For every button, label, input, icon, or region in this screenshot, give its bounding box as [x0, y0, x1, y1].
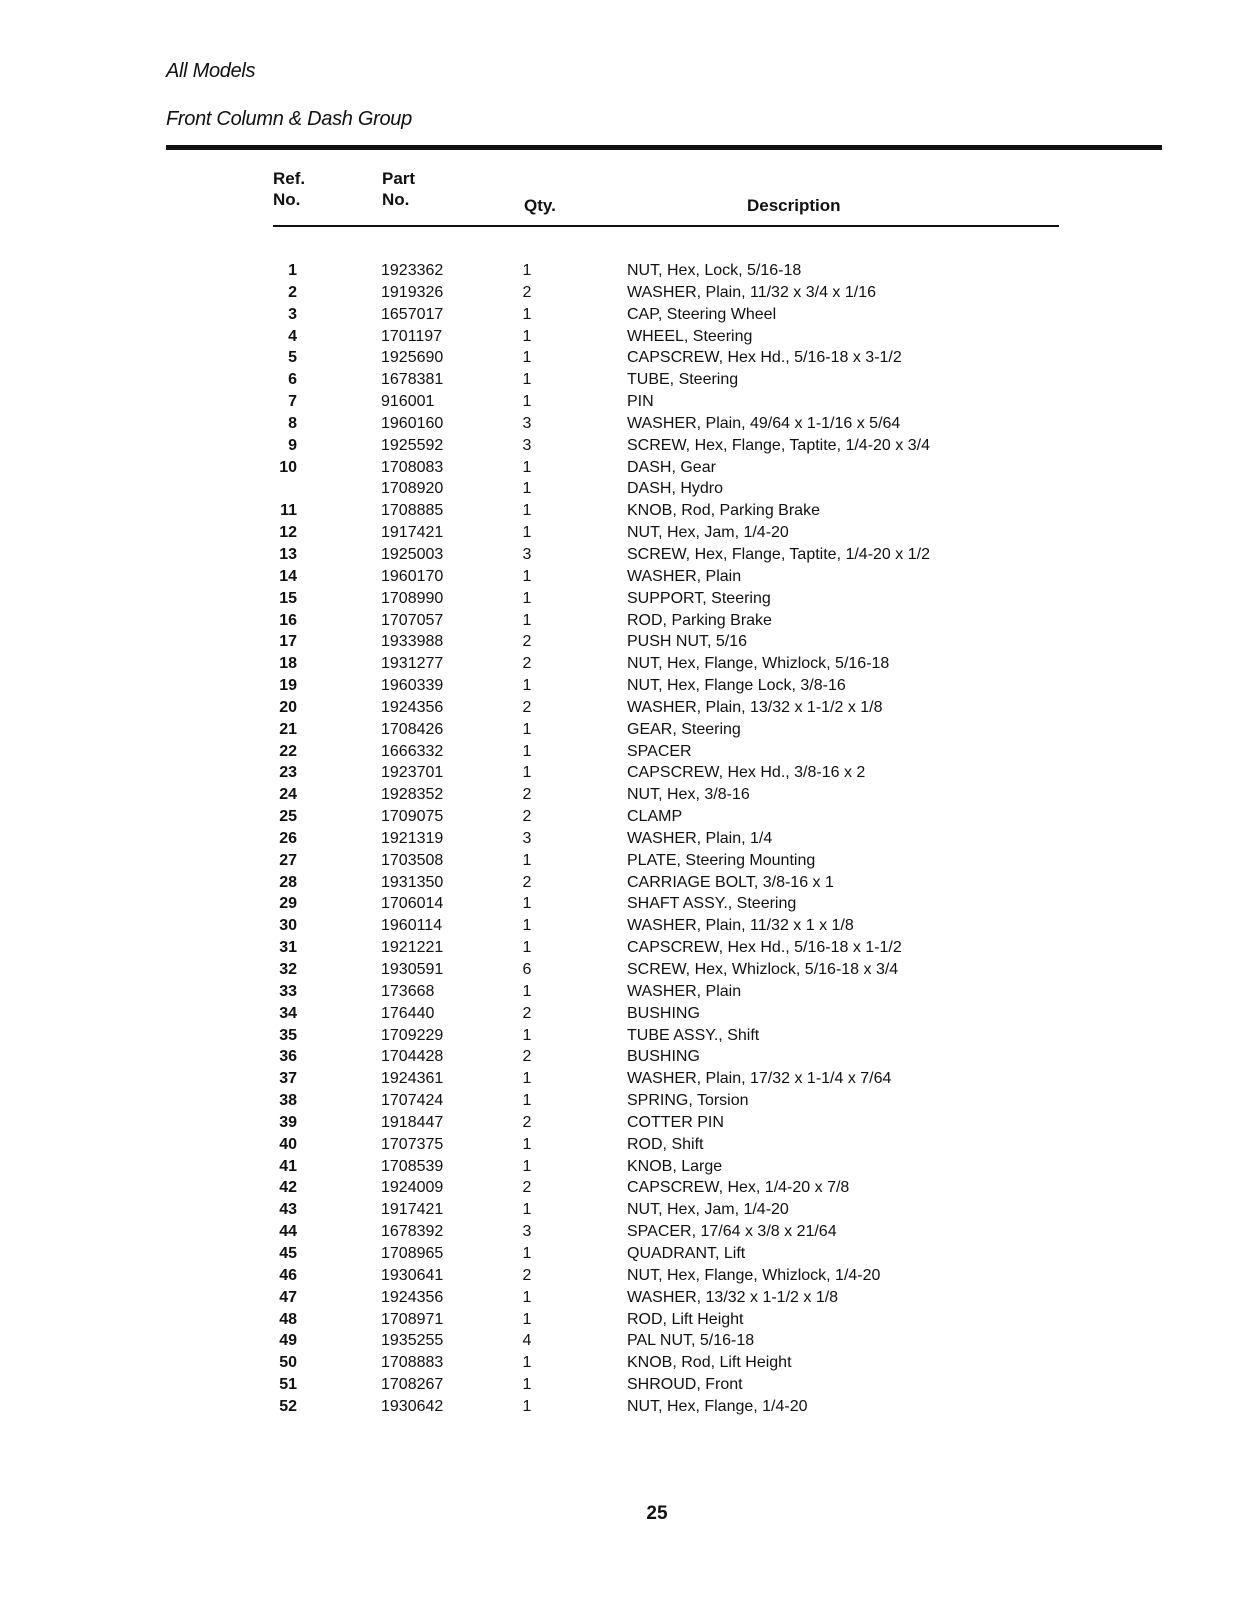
- part-no-cell: 1928352: [381, 786, 444, 804]
- description-cell: PLATE, Steering Mounting: [627, 851, 816, 869]
- description-cell: WASHER, Plain, 1/4: [627, 829, 773, 847]
- qty-cell: 1: [522, 589, 532, 607]
- part-no-cell: 1924009: [381, 1179, 444, 1197]
- qty-cell: 1: [522, 1288, 532, 1306]
- qty-cell: 1: [522, 262, 532, 279]
- ref-cell: 29: [279, 895, 297, 913]
- part-no-cell: 1930591: [381, 961, 444, 978]
- part-no-cell: 1707057: [381, 611, 444, 629]
- part-no-cell: 1678381: [381, 371, 444, 389]
- part-no-cell: 1924356: [381, 1288, 444, 1306]
- qty-cell: 1: [522, 720, 532, 738]
- qty-cell: 1: [522, 349, 532, 367]
- part-no-cell: 1917421: [381, 524, 444, 542]
- table-row: [273, 391, 1059, 413]
- qty-header: Qty.: [524, 196, 556, 215]
- ref-cell: 15: [279, 589, 297, 607]
- description-cell: WASHER, Plain: [627, 567, 742, 585]
- part-no-cell: 1708990: [381, 589, 444, 607]
- qty-cell: 3: [522, 545, 532, 563]
- qty-cell: 6: [522, 961, 532, 978]
- table-row: [273, 1330, 1059, 1352]
- ref-cell: 27: [279, 851, 297, 869]
- description-cell: SUPPORT, Steering: [627, 589, 771, 607]
- ref-cell: 9: [288, 436, 297, 454]
- part-no-cell: 1678392: [381, 1223, 444, 1241]
- qty-cell: 1: [522, 1376, 532, 1394]
- qty-cell: 1: [522, 917, 532, 935]
- part-no-cell: 1708883: [381, 1354, 444, 1372]
- description-cell: KNOB, Rod, Parking Brake: [627, 502, 820, 520]
- table-row: [273, 522, 1059, 544]
- description-cell: SHROUD, Front: [627, 1376, 743, 1394]
- ref-cell: 2: [288, 283, 297, 301]
- qty-cell: 1: [522, 1157, 532, 1175]
- description-cell: WASHER, 13/32 x 1-1/2 x 1/8: [627, 1288, 839, 1306]
- description-cell: WHEEL, Steering: [627, 327, 753, 345]
- qty-cell: 2: [522, 873, 532, 891]
- qty-cell: 1: [522, 458, 532, 476]
- part-no-cell: 1917421: [381, 1201, 444, 1219]
- part-no-cell: 1930641: [381, 1266, 444, 1284]
- table-header: [273, 168, 1059, 222]
- group-title: Front Column & Dash Group: [166, 108, 412, 130]
- part-no-cell: 1931350: [381, 873, 444, 891]
- qty-cell: 1: [522, 611, 532, 629]
- table-row: [273, 697, 1059, 719]
- qty-cell: 2: [522, 1048, 532, 1066]
- description-cell: CARRIAGE BOLT, 3/8-16 x 1: [627, 873, 834, 891]
- ref-cell: 40: [279, 1135, 297, 1153]
- part-no-cell: 1708965: [381, 1244, 444, 1262]
- ref-cell: 14: [279, 567, 297, 585]
- ref-cell: 28: [279, 873, 297, 891]
- description-cell: TUBE, Steering: [627, 371, 739, 389]
- table-row: [273, 326, 1059, 348]
- description-cell: CAPSCREW, Hex Hd., 3/8-16 x 2: [627, 764, 866, 782]
- table-row: [273, 1265, 1059, 1287]
- qty-cell: 1: [522, 567, 532, 585]
- description-header: Description: [747, 196, 841, 215]
- table-row: [273, 1003, 1059, 1025]
- qty-cell: 4: [522, 1332, 532, 1350]
- ref-cell: 5: [288, 349, 297, 367]
- ref-header-line2: No.: [273, 190, 301, 209]
- table-row: [273, 653, 1059, 675]
- table-row: [273, 1374, 1059, 1396]
- table-row: [273, 544, 1059, 566]
- part-no-cell: 1925003: [381, 545, 444, 563]
- description-cell: WASHER, Plain, 11/32 x 3/4 x 1/16: [627, 283, 877, 301]
- part-no-cell: 1708083: [381, 458, 444, 476]
- table-row: [273, 1396, 1059, 1418]
- qty-cell: 1: [522, 1397, 532, 1415]
- description-cell: CAPSCREW, Hex, 1/4-20 x 7/8: [627, 1179, 850, 1197]
- part-no-cell: 1960339: [381, 677, 444, 695]
- ref-cell: 26: [279, 829, 297, 847]
- description-cell: SPACER: [627, 742, 692, 760]
- ref-cell: 46: [279, 1266, 297, 1284]
- table-row: [273, 981, 1059, 1003]
- description-cell: GEAR, Steering: [627, 720, 741, 738]
- ref-cell: 50: [279, 1354, 297, 1372]
- table-row: [273, 1090, 1059, 1112]
- qty-cell: 1: [522, 1135, 532, 1153]
- description-cell: NUT, Hex, Flange, Whizlock, 5/16-18: [627, 655, 890, 673]
- table-row: [273, 457, 1059, 479]
- description-cell: KNOB, Rod, Lift Height: [627, 1354, 792, 1372]
- qty-cell: 1: [522, 371, 532, 389]
- qty-cell: 3: [522, 414, 532, 432]
- part-no-cell: 1706014: [381, 895, 444, 913]
- table-row: [273, 1352, 1059, 1374]
- part-no-cell: 1708971: [381, 1310, 444, 1328]
- qty-cell: 1: [522, 502, 532, 520]
- qty-cell: 2: [522, 786, 532, 804]
- description-cell: QUADRANT, Lift: [627, 1244, 746, 1262]
- ref-cell: 42: [279, 1179, 297, 1197]
- ref-cell: 13: [279, 545, 297, 563]
- qty-cell: 1: [522, 764, 532, 782]
- description-cell: WASHER, Plain: [627, 982, 742, 1000]
- qty-cell: 1: [522, 982, 532, 1000]
- qty-cell: 1: [522, 677, 532, 695]
- ref-cell: 45: [279, 1244, 297, 1262]
- part-no-header: [382, 168, 415, 210]
- description-cell: COTTER PIN: [627, 1113, 724, 1131]
- part-no-cell: 1923362: [381, 262, 444, 279]
- ref-cell: 23: [279, 764, 297, 782]
- ref-cell: 35: [279, 1026, 297, 1044]
- description-cell: ROD, Parking Brake: [627, 611, 772, 629]
- table-row: [273, 478, 1059, 500]
- table-row: [273, 872, 1059, 894]
- part-no-cell: 1923701: [381, 764, 444, 782]
- ref-cell: 17: [279, 633, 297, 651]
- description-cell: NUT, Hex, Flange, Whizlock, 1/4-20: [627, 1266, 881, 1284]
- table-row: [273, 1025, 1059, 1047]
- ref-no-header: [273, 168, 305, 210]
- qty-cell: 1: [522, 1244, 532, 1262]
- table-row: [273, 806, 1059, 828]
- table-row: [273, 610, 1059, 632]
- part-no-cell: 1707424: [381, 1092, 444, 1110]
- qty-cell: 1: [522, 393, 532, 411]
- part-no-cell: 176440: [381, 1004, 435, 1022]
- table-row: [273, 347, 1059, 369]
- description-cell: DASH, Hydro: [627, 480, 724, 498]
- qty-cell: 2: [522, 1266, 532, 1284]
- part-no-cell: 1960160: [381, 414, 444, 432]
- qty-cell: 1: [522, 1070, 532, 1088]
- part-no-cell: 1960170: [381, 567, 444, 585]
- ref-header-line1: Ref.: [273, 169, 306, 188]
- description-cell: NUT, Hex, 3/8-16: [627, 786, 750, 804]
- qty-cell: 2: [522, 283, 532, 301]
- part-no-cell: 173668: [381, 982, 435, 1000]
- part-no-cell: 1708267: [381, 1376, 444, 1394]
- qty-cell: 1: [522, 480, 532, 498]
- description-cell: PAL NUT, 5/16-18: [627, 1332, 755, 1350]
- table-row: [273, 1243, 1059, 1265]
- part-no-cell: 1707375: [381, 1135, 444, 1153]
- part-header-line1: Part: [382, 169, 416, 188]
- description-cell: BUSHING: [627, 1004, 700, 1022]
- header-rule: [166, 145, 1162, 150]
- table-row: [273, 719, 1059, 741]
- description-cell: SHAFT ASSY., Steering: [627, 895, 797, 913]
- table-row: [273, 1156, 1059, 1178]
- ref-cell: 8: [288, 414, 297, 432]
- table-row: [273, 1221, 1059, 1243]
- qty-cell: 1: [522, 1354, 532, 1372]
- table-row: [273, 1068, 1059, 1090]
- part-no-cell: 1921319: [381, 829, 444, 847]
- description-cell: CAPSCREW, Hex Hd., 5/16-18 x 3-1/2: [627, 349, 902, 367]
- table-row: [273, 1287, 1059, 1309]
- qty-cell: 2: [522, 698, 532, 716]
- table-row: [273, 937, 1059, 959]
- table-row: [273, 631, 1059, 653]
- table-row: [273, 762, 1059, 784]
- qty-cell: 2: [522, 1113, 532, 1131]
- part-no-cell: 1703508: [381, 851, 444, 869]
- description-cell: SPACER, 17/64 x 3/8 x 21/64: [627, 1223, 837, 1241]
- description-cell: ROD, Lift Height: [627, 1310, 744, 1328]
- table-header-rule: [273, 225, 1059, 227]
- description-cell: CAPSCREW, Hex Hd., 5/16-18 x 1-1/2: [627, 939, 902, 957]
- description-cell: NUT, Hex, Lock, 5/16-18: [627, 262, 802, 279]
- ref-cell: 25: [279, 808, 297, 826]
- qty-cell: 1: [522, 851, 532, 869]
- part-no-cell: 1925690: [381, 349, 444, 367]
- table-row: [273, 369, 1059, 391]
- qty-cell: 3: [522, 436, 532, 454]
- table-row: [273, 1177, 1059, 1199]
- ref-cell: 3: [288, 305, 297, 323]
- ref-cell: 41: [279, 1157, 297, 1175]
- qty-cell: 1: [522, 742, 532, 760]
- table-row: [273, 1134, 1059, 1156]
- part-no-cell: 1657017: [381, 305, 444, 323]
- ref-cell: 38: [279, 1092, 297, 1110]
- part-no-cell: 1925592: [381, 436, 444, 454]
- description-cell: NUT, Hex, Jam, 1/4-20: [627, 1201, 789, 1219]
- table-row: [273, 588, 1059, 610]
- description-cell: CAP, Steering Wheel: [627, 305, 777, 323]
- table-body: [273, 260, 1059, 1418]
- ref-cell: 18: [279, 655, 297, 673]
- part-no-cell: 1931277: [381, 655, 444, 673]
- table-row: [273, 1199, 1059, 1221]
- ref-cell: 44: [279, 1223, 297, 1241]
- qty-cell: 1: [522, 1310, 532, 1328]
- part-no-cell: 1704428: [381, 1048, 444, 1066]
- part-header-line2: No.: [382, 190, 410, 209]
- part-no-cell: 1708539: [381, 1157, 444, 1175]
- ref-cell: 22: [279, 742, 297, 760]
- description-cell: SCREW, Hex, Whizlock, 5/16-18 x 3/4: [627, 961, 899, 978]
- parts-table: [273, 168, 1059, 1415]
- description-cell: ROD, Shift: [627, 1135, 704, 1153]
- part-no-cell: 1918447: [381, 1113, 444, 1131]
- table-row: [273, 435, 1059, 457]
- table-row: [273, 741, 1059, 763]
- description-cell: CLAMP: [627, 808, 683, 826]
- description-cell: NUT, Hex, Flange Lock, 3/8-16: [627, 677, 846, 695]
- table-row: [273, 959, 1059, 981]
- qty-cell: 1: [522, 305, 532, 323]
- ref-cell: 36: [279, 1048, 297, 1066]
- part-no-cell: 1921221: [381, 939, 444, 957]
- table-row: [273, 1046, 1059, 1068]
- table-row: [273, 566, 1059, 588]
- qty-cell: 1: [522, 1026, 532, 1044]
- part-no-cell: 1924361: [381, 1070, 444, 1088]
- part-no-cell: 1708885: [381, 502, 444, 520]
- table-row: [273, 675, 1059, 697]
- qty-cell: 1: [522, 895, 532, 913]
- ref-cell: 43: [279, 1201, 297, 1219]
- part-no-cell: 1709229: [381, 1026, 444, 1044]
- description-cell: SCREW, Hex, Flange, Taptite, 1/4-20 x 3/4: [627, 436, 930, 454]
- qty-cell: 1: [522, 1092, 532, 1110]
- description-cell: SCREW, Hex, Flange, Taptite, 1/4-20 x 1/2: [627, 545, 930, 563]
- qty-cell: 3: [522, 1223, 532, 1241]
- part-no-cell: 1933988: [381, 633, 444, 651]
- ref-cell: 7: [288, 393, 297, 411]
- ref-cell: 19: [279, 677, 297, 695]
- qty-cell: 2: [522, 633, 532, 651]
- description-cell: WASHER, Plain, 49/64 x 1-1/16 x 5/64: [627, 414, 901, 432]
- ref-cell: 1: [288, 262, 297, 279]
- description-cell: NUT, Hex, Jam, 1/4-20: [627, 524, 789, 542]
- table-row: [273, 413, 1059, 435]
- part-no-cell: 1930642: [381, 1397, 444, 1415]
- part-no-cell: 1708920: [381, 480, 444, 498]
- ref-cell: 4: [288, 327, 297, 345]
- table-row: [273, 850, 1059, 872]
- ref-cell: 30: [279, 917, 297, 935]
- ref-cell: 49: [279, 1332, 297, 1350]
- ref-cell: 10: [279, 458, 297, 476]
- ref-cell: 21: [279, 720, 297, 738]
- ref-cell: 51: [279, 1376, 297, 1394]
- qty-cell: 2: [522, 1179, 532, 1197]
- ref-cell: 12: [279, 524, 297, 542]
- description-cell: WASHER, Plain, 11/32 x 1 x 1/8: [627, 917, 854, 935]
- table-row: [273, 304, 1059, 326]
- description-cell: DASH, Gear: [627, 458, 716, 476]
- ref-cell: 20: [279, 698, 297, 716]
- description-cell: BUSHING: [627, 1048, 700, 1066]
- qty-cell: 1: [522, 939, 532, 957]
- ref-cell: 34: [279, 1004, 297, 1022]
- ref-cell: 47: [279, 1288, 297, 1306]
- description-cell: PUSH NUT, 5/16: [627, 633, 748, 651]
- table-row: [273, 500, 1059, 522]
- part-no-cell: 1701197: [381, 327, 443, 345]
- part-no-cell: 1960114: [381, 917, 443, 935]
- page-number: 25: [646, 1503, 668, 1524]
- part-no-cell: 1708426: [381, 720, 444, 738]
- part-no-cell: 1935255: [381, 1332, 444, 1350]
- ref-cell: 11: [280, 502, 297, 520]
- description-cell: KNOB, Large: [627, 1157, 723, 1175]
- description-cell: WASHER, Plain, 13/32 x 1-1/2 x 1/8: [627, 698, 883, 716]
- description-cell: SPRING, Torsion: [627, 1092, 749, 1110]
- table-row: [273, 915, 1059, 937]
- table-row: [273, 828, 1059, 850]
- table-row: [273, 282, 1059, 304]
- ref-cell: 6: [288, 371, 297, 389]
- qty-cell: 2: [522, 1004, 532, 1022]
- part-no-cell: 1709075: [381, 808, 444, 826]
- part-no-cell: 916001: [381, 393, 435, 411]
- qty-cell: 2: [522, 808, 532, 826]
- qty-cell: 1: [522, 327, 532, 345]
- qty-cell: 2: [522, 655, 532, 673]
- table-row: [273, 1309, 1059, 1331]
- table-row: [273, 1112, 1059, 1134]
- ref-cell: 37: [279, 1070, 297, 1088]
- qty-cell: 1: [522, 1201, 532, 1219]
- ref-cell: 33: [279, 982, 297, 1000]
- description-cell: PIN: [627, 393, 654, 411]
- ref-cell: 16: [279, 611, 297, 629]
- qty-cell: 1: [522, 524, 532, 542]
- ref-cell: 48: [279, 1310, 297, 1328]
- description-cell: NUT, Hex, Flange, 1/4-20: [627, 1397, 808, 1415]
- table-row: [273, 260, 1059, 282]
- description-cell: TUBE ASSY., Shift: [627, 1026, 760, 1044]
- models-label: All Models: [166, 60, 256, 82]
- part-no-cell: 1919326: [381, 283, 444, 301]
- part-no-cell: 1924356: [381, 698, 444, 716]
- table-row: [273, 784, 1059, 806]
- ref-cell: 52: [279, 1397, 297, 1415]
- qty-cell: 3: [522, 829, 532, 847]
- ref-cell: 24: [279, 786, 297, 804]
- description-cell: WASHER, Plain, 17/32 x 1-1/4 x 7/64: [627, 1070, 892, 1088]
- part-no-cell: 1666332: [381, 742, 444, 760]
- ref-cell: 32: [279, 961, 297, 978]
- ref-cell: 39: [279, 1113, 297, 1131]
- ref-cell: 31: [279, 939, 297, 957]
- table-row: [273, 893, 1059, 915]
